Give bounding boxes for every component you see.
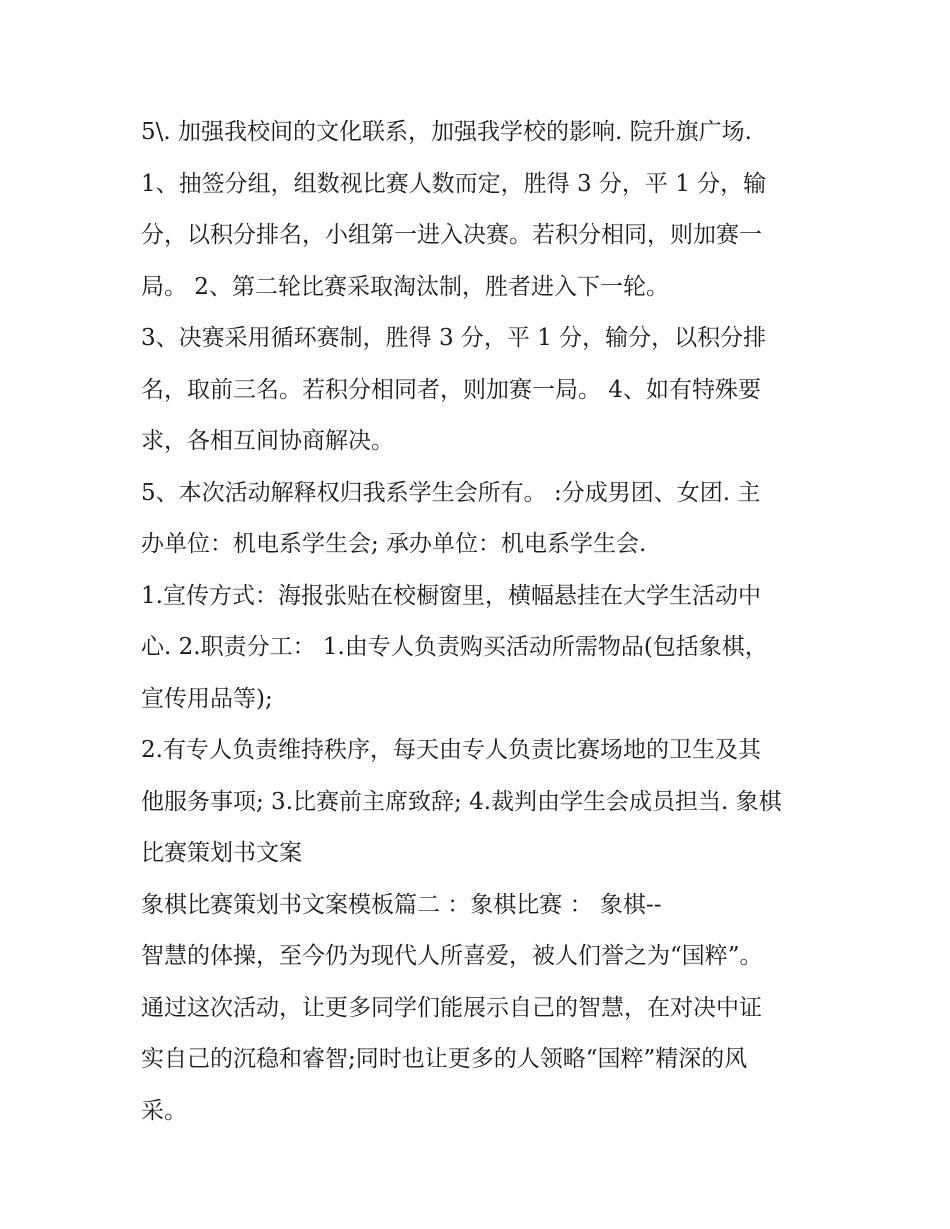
text-line: 名，取前三名。若积分相同者，则加赛一局。 4、如有特殊要 bbox=[141, 376, 761, 403]
text-line: 心. 2.职责分工： 1.由专人负责购买活动所需物品(包括象棋， bbox=[141, 634, 768, 660]
text-line: 求，各相互间协商解决。 bbox=[141, 428, 394, 454]
text-line: 局。 2、第二轮比赛采取淘汰制，胜者进入下一轮。 bbox=[141, 273, 669, 300]
text-line: 1.宣传方式：海报张贴在校橱窗里，横幅悬挂在大学生活动中 bbox=[141, 582, 761, 609]
text-line: 5、本次活动解释权归我系学生会所有。 :分成男团、女团. 主 bbox=[141, 479, 761, 506]
text-line: 2.有专人负责维持秩序，每天由专人负责比赛场地的卫生及其 bbox=[141, 737, 761, 763]
text-line: 采。 bbox=[141, 1097, 187, 1124]
text-line: 通过这次活动，让更多同学们能展示自己的智慧，在对决中证 bbox=[141, 994, 762, 1021]
text-line: 象棋比赛策划书文案模板篇二 ：象棋比赛 ： 象棋-- bbox=[141, 891, 662, 918]
text-line: 智慧的体操，至今仍为现代人所喜爱，被人们誉之为“国粹”。 bbox=[141, 943, 763, 969]
text-line: 实自己的沉稳和睿智;同时也让更多的人领略“国粹”精深的风 bbox=[141, 1046, 748, 1072]
text-line: 比赛策划书文案 bbox=[141, 840, 302, 866]
text-line: 5\. 加强我校间的文化联系，加强我学校的影响. 院升旗广场. bbox=[141, 119, 752, 145]
text-line: 3、决赛采用循环赛制，胜得 3 分，平 1 分，输分，以积分排 bbox=[141, 325, 767, 351]
text-line: 分，以积分排名，小组第一进入决赛。若积分相同，则加赛一 bbox=[141, 222, 762, 248]
text-line: 宣传用品等); bbox=[141, 685, 273, 712]
document-body bbox=[141, 107, 821, 1137]
text-line: 办单位：机电系学生会; 承办单位：机电系学生会. bbox=[141, 531, 647, 557]
text-line: 他服务事项; 3.比赛前主席致辞; 4.裁判由学生会成员担当. 象棋 bbox=[141, 788, 782, 815]
text-line: 1、抽签分组，组数视比赛人数而定，胜得 3 分，平 1 分，输 bbox=[141, 170, 767, 197]
